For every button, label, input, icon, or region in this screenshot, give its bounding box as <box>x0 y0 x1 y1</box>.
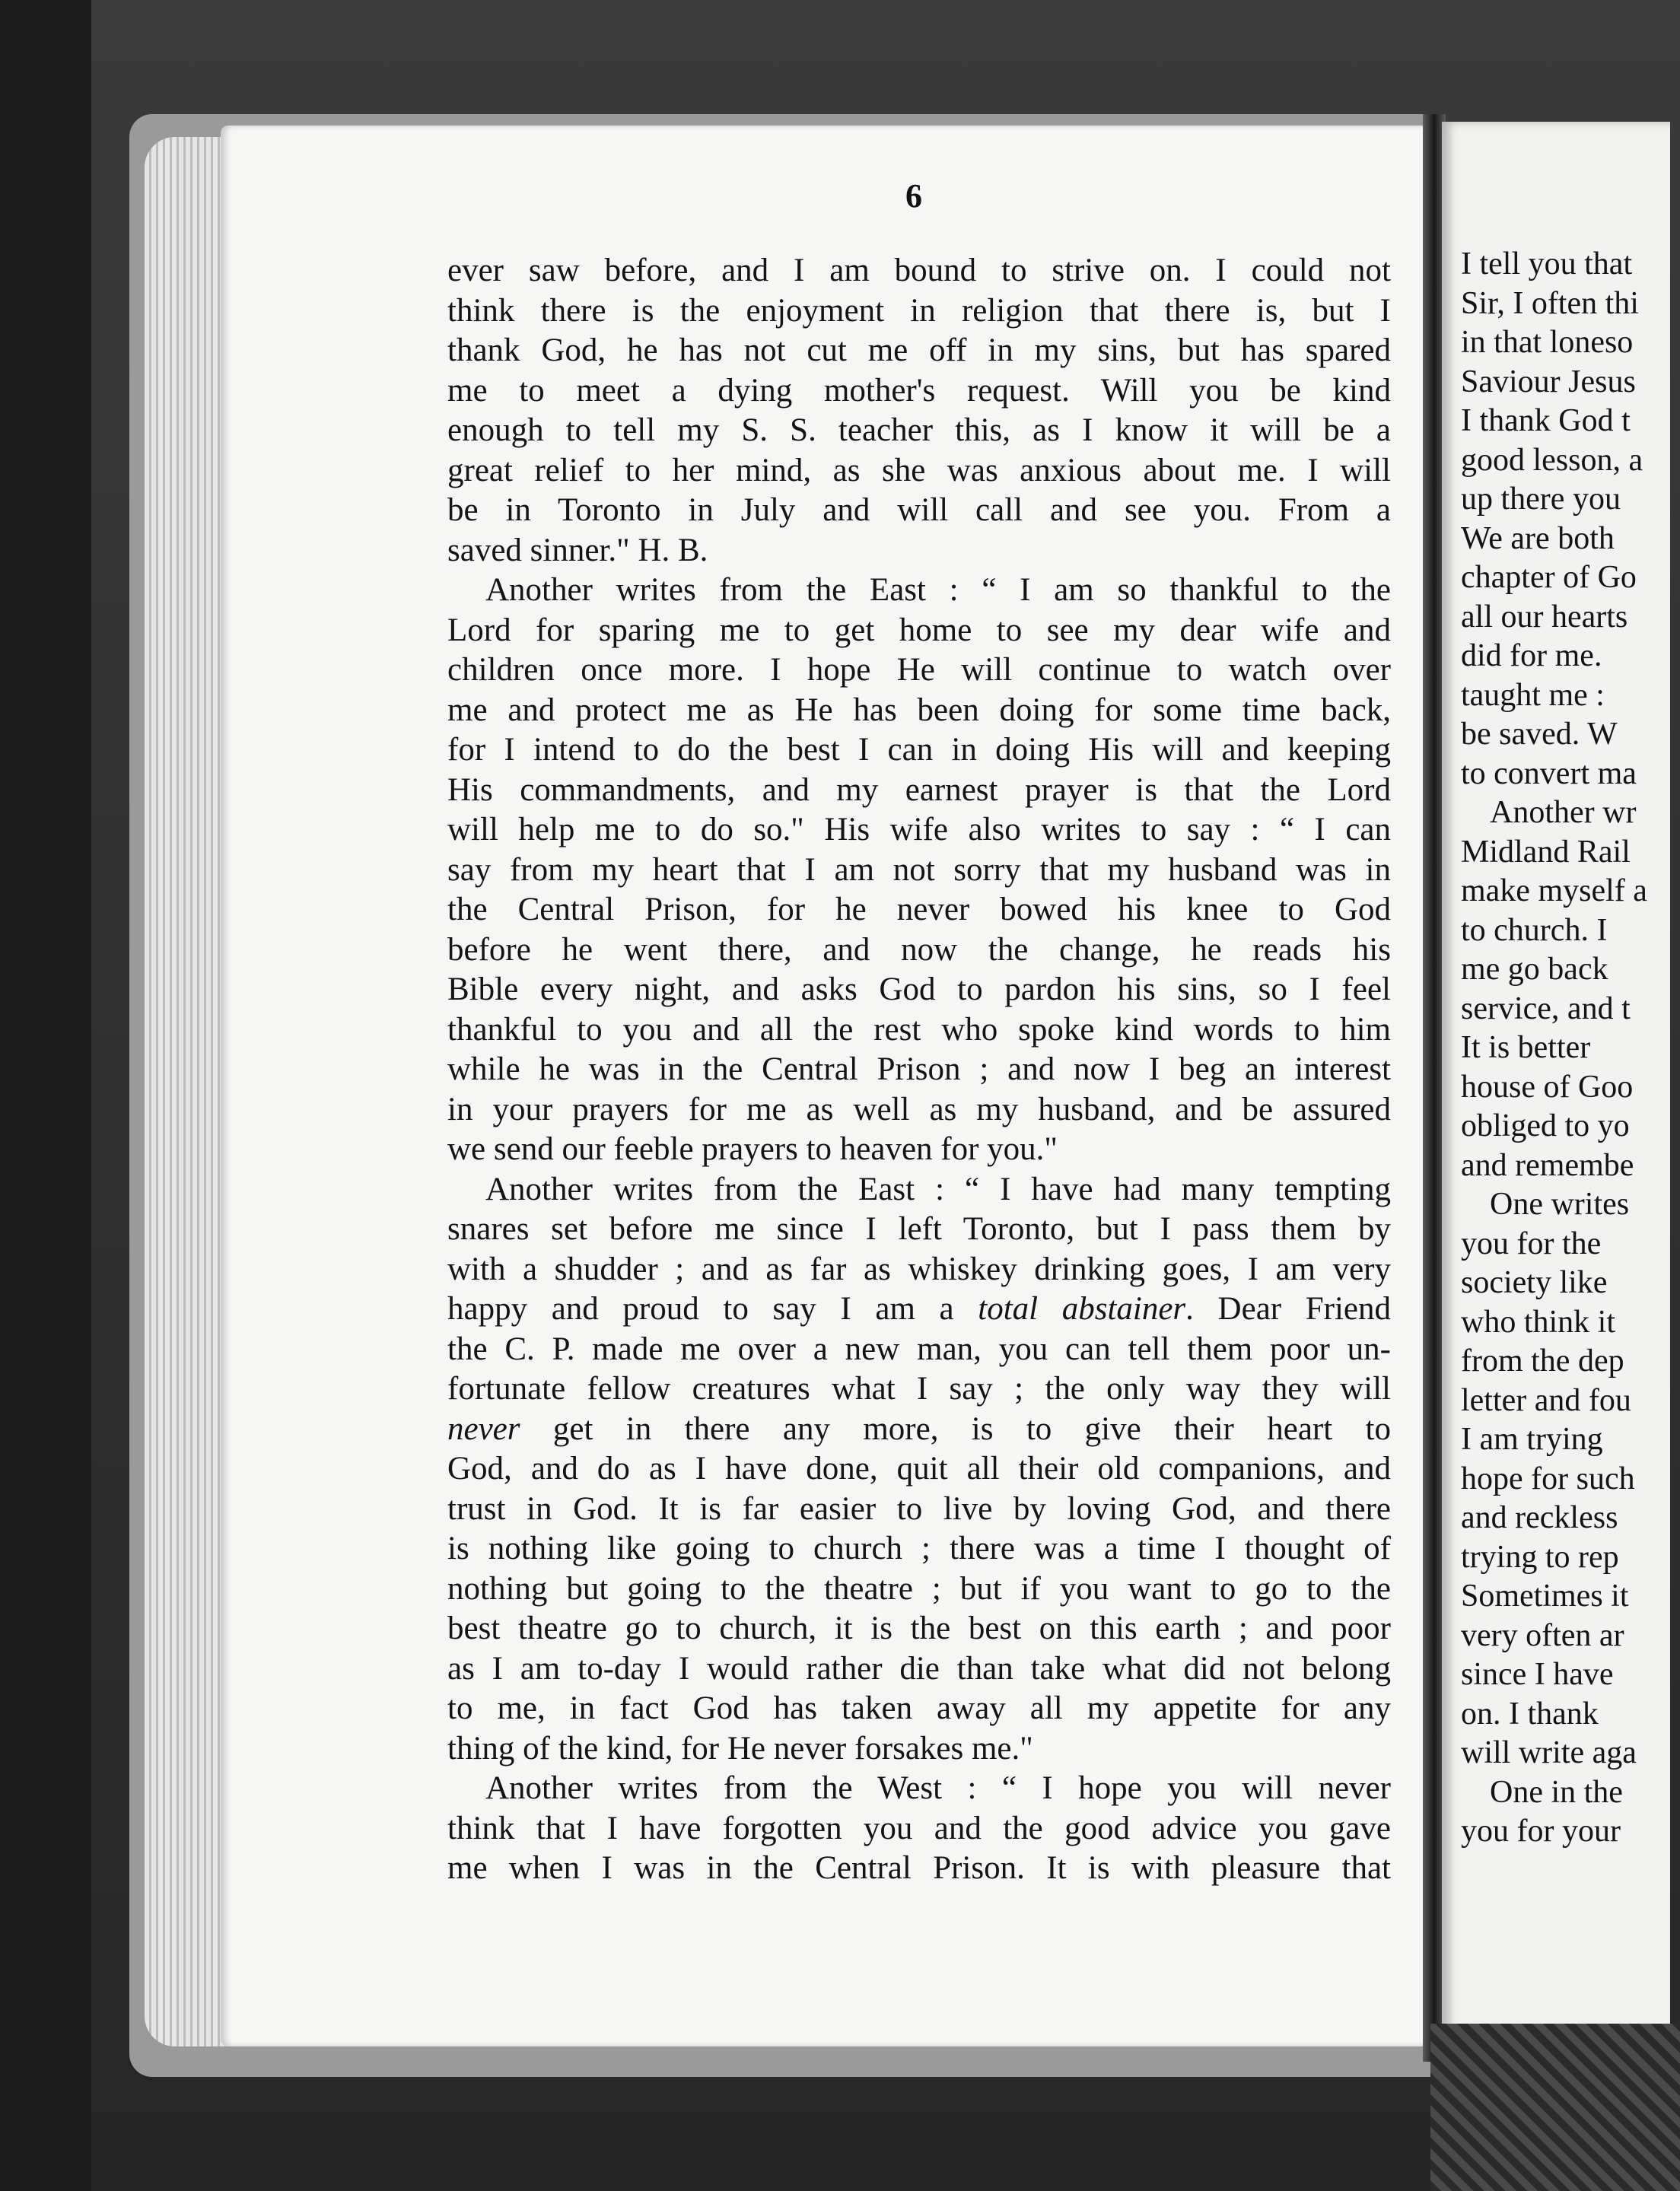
text-line: the Central Prison, for he never bowed his knee to God <box>447 892 1391 927</box>
text-line: and reckless <box>1461 1500 1618 1535</box>
text-line: to church. I <box>1461 912 1608 948</box>
text-line: ever saw before, and I am bound to strive on. I could not <box>447 253 1391 288</box>
text-line: to me, in fact God has taken away all my appetite for any <box>447 1690 1391 1726</box>
text-line: It is better <box>1461 1030 1591 1065</box>
text-line: nothing but going to the theatre ; but if you want to go to the <box>447 1570 1391 1607</box>
text-line: Saviour Jesus <box>1461 364 1636 399</box>
text-line: the C. P. made me over a new man, you can tell them poor un- <box>447 1331 1391 1367</box>
text-line: Another wr <box>1490 795 1637 830</box>
text-line: to convert ma <box>1461 755 1637 791</box>
text-line: from the dep <box>1461 1344 1624 1379</box>
text-line: enough to tell my S. S. teacher this, as I know it will be a <box>447 412 1391 448</box>
text-line: Midland Rail <box>1461 834 1631 870</box>
text-line: while he was in the Central Prison ; and now I beg an interest <box>447 1051 1391 1087</box>
text-line: trust in God. It is far easier to live by loving God, and there <box>447 1490 1391 1527</box>
text-line: very often ar <box>1461 1617 1624 1653</box>
text-line: be in Toronto in July and will call and see you. From a <box>447 492 1391 528</box>
text-line: and remembe <box>1461 1147 1634 1183</box>
text-line: One in the <box>1490 1774 1623 1810</box>
text-line: taught me : <box>1461 677 1605 713</box>
text-line: with a shudder ; and as far as whiskey drinking goes, I am very <box>447 1251 1391 1287</box>
text-line: society like <box>1461 1265 1608 1300</box>
text-line: for I intend to do the best I can in doing His will and keeping <box>447 732 1391 768</box>
text-line: One writes <box>1490 1187 1630 1222</box>
text-line: good lesson, a <box>1461 442 1643 478</box>
text-line: children once more. I hope He will continue to watch over <box>447 652 1391 688</box>
text-line: as I am to-day I would rather die than take what did not belong <box>447 1650 1391 1687</box>
text-line: thankful to you and all the rest who spoke kind words to him <box>447 1011 1391 1048</box>
text-line: all our hearts <box>1461 599 1628 634</box>
text-line: since I have <box>1461 1657 1614 1692</box>
text-line: snares set before me since I left Toronto, but I pass them by <box>447 1211 1391 1247</box>
text-line: me go back <box>1461 952 1608 987</box>
text-line: His commandments, and my earnest prayer is that the Lord <box>447 771 1391 808</box>
text-line: Bible every night, and asks God to pardon his sins, so I feel <box>447 971 1391 1007</box>
text-line: Sir, I often thi <box>1461 285 1639 321</box>
text-line: we send our feeble prayers to heaven for you." <box>447 1131 1058 1167</box>
text-line: Lord for sparing me to get home to see my dear wife and <box>447 612 1391 648</box>
text-line: in your prayers for me as well as my husband, and be assured <box>447 1091 1391 1127</box>
text-line: Sometimes it <box>1461 1579 1629 1614</box>
page-number: 6 <box>905 177 922 215</box>
text-line: in that loneso <box>1461 325 1634 360</box>
text-line: will write aga <box>1461 1735 1637 1770</box>
text-line: trying to rep <box>1461 1539 1619 1575</box>
text-line: be saved. W <box>1461 717 1618 752</box>
text-line: saved sinner." H. B. <box>447 532 708 568</box>
text-line: make myself a <box>1461 873 1647 908</box>
text-line: me when I was in the Central Prison. It is with pleasure that <box>447 1850 1391 1886</box>
text-line: letter and fou <box>1461 1382 1631 1418</box>
text-line: fortunate fellow creatures what I say ; the only way they will <box>447 1371 1391 1407</box>
text-line: I am trying <box>1461 1422 1603 1457</box>
text-line: Another writes from the East : “ I have had many tempting <box>485 1171 1391 1207</box>
text-line: up there you <box>1461 482 1621 517</box>
text-line: who think it <box>1461 1304 1616 1340</box>
text-line: chapter of Go <box>1461 560 1637 595</box>
text-line: me to meet a dying mother's request. Will you be kind <box>447 372 1391 409</box>
text-line: you for your <box>1461 1814 1621 1849</box>
text-line: I thank God t <box>1461 403 1631 438</box>
text-line: you for the <box>1461 1226 1602 1261</box>
text-line: house of Goo <box>1461 1069 1634 1105</box>
text-line: We are both <box>1461 520 1615 556</box>
text-line: God, and do as I have done, quit all their old companions, and <box>447 1451 1391 1487</box>
text-line: thank God, he has not cut me off in my sins, but has spared <box>447 332 1391 368</box>
text-line: hope for such <box>1461 1461 1635 1496</box>
text-line: will help me to do so." His wife also writes to say : “ I can <box>447 812 1391 847</box>
text-line: happy and proud to say I am a total abstainer. Dear Friend <box>447 1291 1391 1327</box>
text-line: I tell you that <box>1461 246 1633 281</box>
text-line: Another writes from the West : “ I hope you will never <box>485 1770 1391 1806</box>
text-line: Another writes from the East : “ I am so thankful to the <box>485 572 1391 608</box>
left-page-text <box>447 251 1391 1889</box>
text-line: great relief to her mind, as she was anxious about me. I will <box>447 452 1391 488</box>
text-line: say from my heart that I am not sorry that my husband was in <box>447 851 1391 888</box>
scanner-edge <box>0 0 91 2191</box>
text-line: did for me. <box>1461 638 1602 673</box>
text-line: me and protect me as He has been doing for some time back, <box>447 692 1391 728</box>
text-line: thing of the kind, for He never forsakes me." <box>447 1730 1033 1766</box>
text-line: best theatre go to church, it is the best on this earth ; and poor <box>447 1611 1391 1646</box>
text-line: think that I have forgotten you and the good advice you gave <box>447 1810 1391 1846</box>
text-line: service, and t <box>1461 991 1631 1026</box>
text-line: is nothing like going to church ; there was a time I thought of <box>447 1531 1391 1566</box>
text-line: never get in there any more, is to give their heart to <box>447 1410 1391 1447</box>
text-line: obliged to yo <box>1461 1108 1630 1143</box>
text-line: think there is the enjoyment in religion that there is, but I <box>447 292 1391 329</box>
right-page-text <box>1461 245 1680 1852</box>
cover-pattern <box>1430 2024 1680 2191</box>
text-line: on. I thank <box>1461 1696 1599 1731</box>
text-line: before he went there, and now the change, he reads his <box>447 931 1391 968</box>
